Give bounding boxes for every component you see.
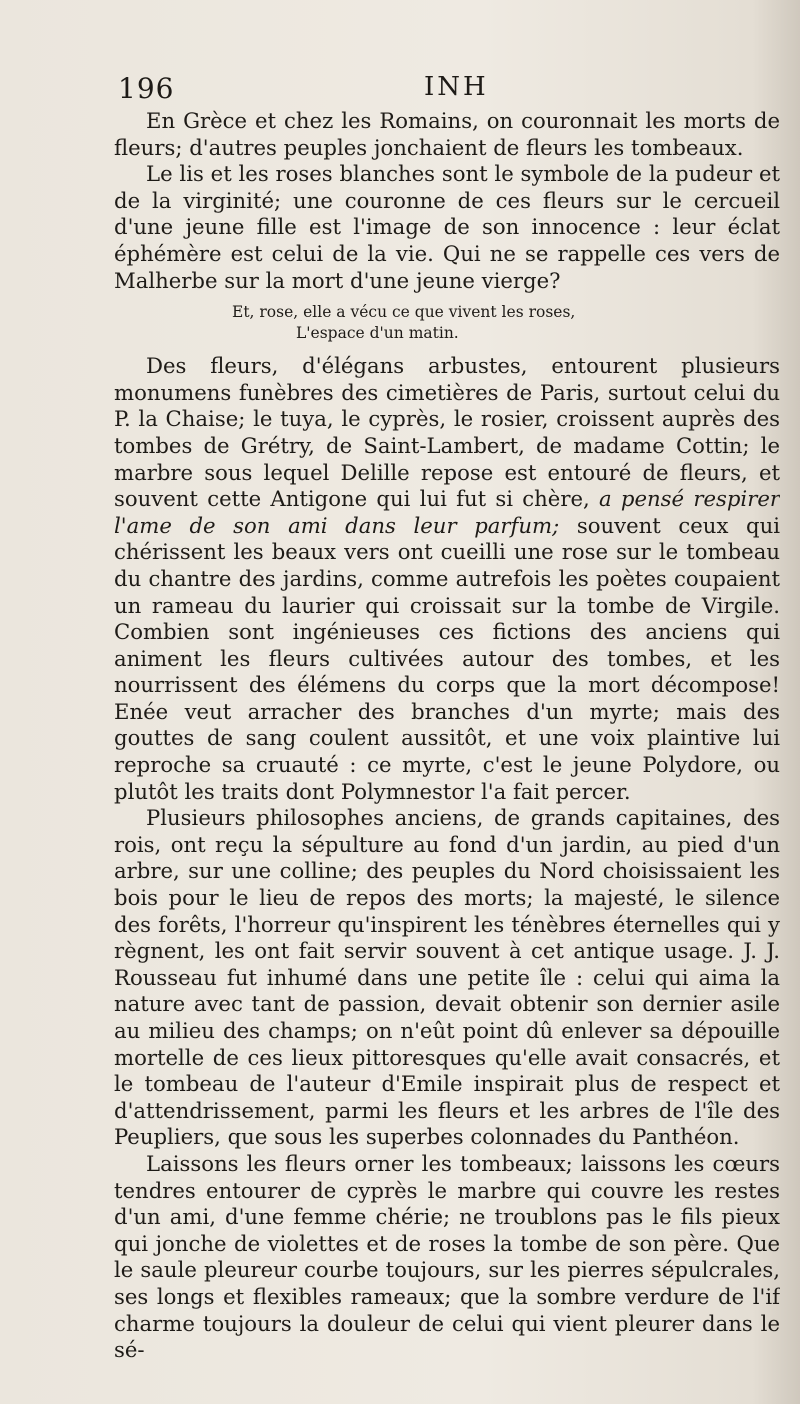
- paragraph-2: Le lis et les roses blanches sont le symbole de la pudeur et de la virginité; une couronne de ces fleurs sur le cercueil d'une jeune fille est l'image de son innocence : leur éclat éphémère est celui de la vie. Qui ne se rappelle ces vers de Malherbe sur la mort d'une jeune vierge?: [114, 161, 780, 293]
- body-text: [114, 108, 780, 1364]
- page-number: 196: [118, 72, 175, 105]
- verse-line-2: L'espace d'un matin.: [296, 324, 459, 343]
- paragraph-3-italic: a pensé respirer l'ame de son ami dans leur parfum;: [114, 486, 780, 538]
- paragraph-3-part-2: souvent ceux qui chérissent les beaux vers ont cueilli une rose sur le tombeau du chantre des jardins, comme autrefois les poètes coupaient un rameau du laurier qui croissait sur la tombe de Virgile. Combien sont ingénieuses ces fictions des anciens qui animent les fleurs cultivées autour des tombes, et les nourrissent des élémens du corps que la mort décompose! Enée veut arracher des branches d'un myrte; mais des gouttes de sang coulent aussitôt, et une voix plaintive lui reproche sa cruauté : ce myrte, c'est le jeune Polydore, ou plutôt les traits dont Polymnestor l'a fait percer.: [114, 512, 780, 804]
- running-head: INH: [424, 72, 489, 102]
- paragraph-4: Plusieurs philosophes anciens, de grands capitaines, des rois, ont reçu la sépulture au fond d'un jardin, au pied d'un arbre, sur une colline; des peuples du Nord choisissaient les bois pour le lieu de repos des morts; la majesté, le silence des forêts, l'horreur qu'inspirent les ténèbres éternelles qui y règnent, les ont fait servir souvent à cet antique usage. J. J. Rousseau fut inhumé dans une petite île : celui qui aima la nature avec tant de passion, devait obtenir son dernier asile au milieu des champs; on n'eût point dû enlever sa dépouille mortelle de ces lieux pittoresques qu'elle avait consacrés, et le tombeau de l'auteur d'Emile inspirait plus de respect et d'attendrissement, parmi les fleurs et les arbres de l'île des Peupliers, que sous les superbes colonnades du Panthéon.: [114, 805, 780, 1150]
- paragraph-3-part-1: Des fleurs, d'élégans arbustes, entourent plusieurs monumens funèbres des cimetières de Paris, surtout celui du P. la Chaise; le tuya, le cyprès, le rosier, croissent auprès des tombes de Grétry, de Saint-Lambert, de madame Cottin; le marbre sous lequel Delille repose est entouré de fleurs, et souvent cette Antigone qui lui fut si chère,: [114, 353, 780, 512]
- paragraph-3: [114, 353, 780, 805]
- verse-quote: [232, 302, 780, 344]
- verse-line-1: Et, rose, elle a vécu ce que vivent les roses,: [232, 303, 576, 322]
- paragraph-1: En Grèce et chez les Romains, on couronnait les morts de fleurs; d'autres peuples jonchaient de fleurs les tombeaux.: [114, 108, 780, 160]
- page-header: [118, 72, 770, 108]
- paragraph-5: Laissons les fleurs orner les tombeaux; laissons les cœurs tendres entourer de cyprès le marbre qui couvre les restes d'un ami, d'une femme chérie; ne troublons pas le fils pieux qui jonche de violettes et de roses la tombe de son père. Que le saule pleureur courbe toujours, sur les pierres sépulcrales, ses longs et flexibles rameaux; que la sombre verdure de l'if charme toujours la douleur de celui qui vient pleurer dans le sé-: [114, 1150, 780, 1363]
